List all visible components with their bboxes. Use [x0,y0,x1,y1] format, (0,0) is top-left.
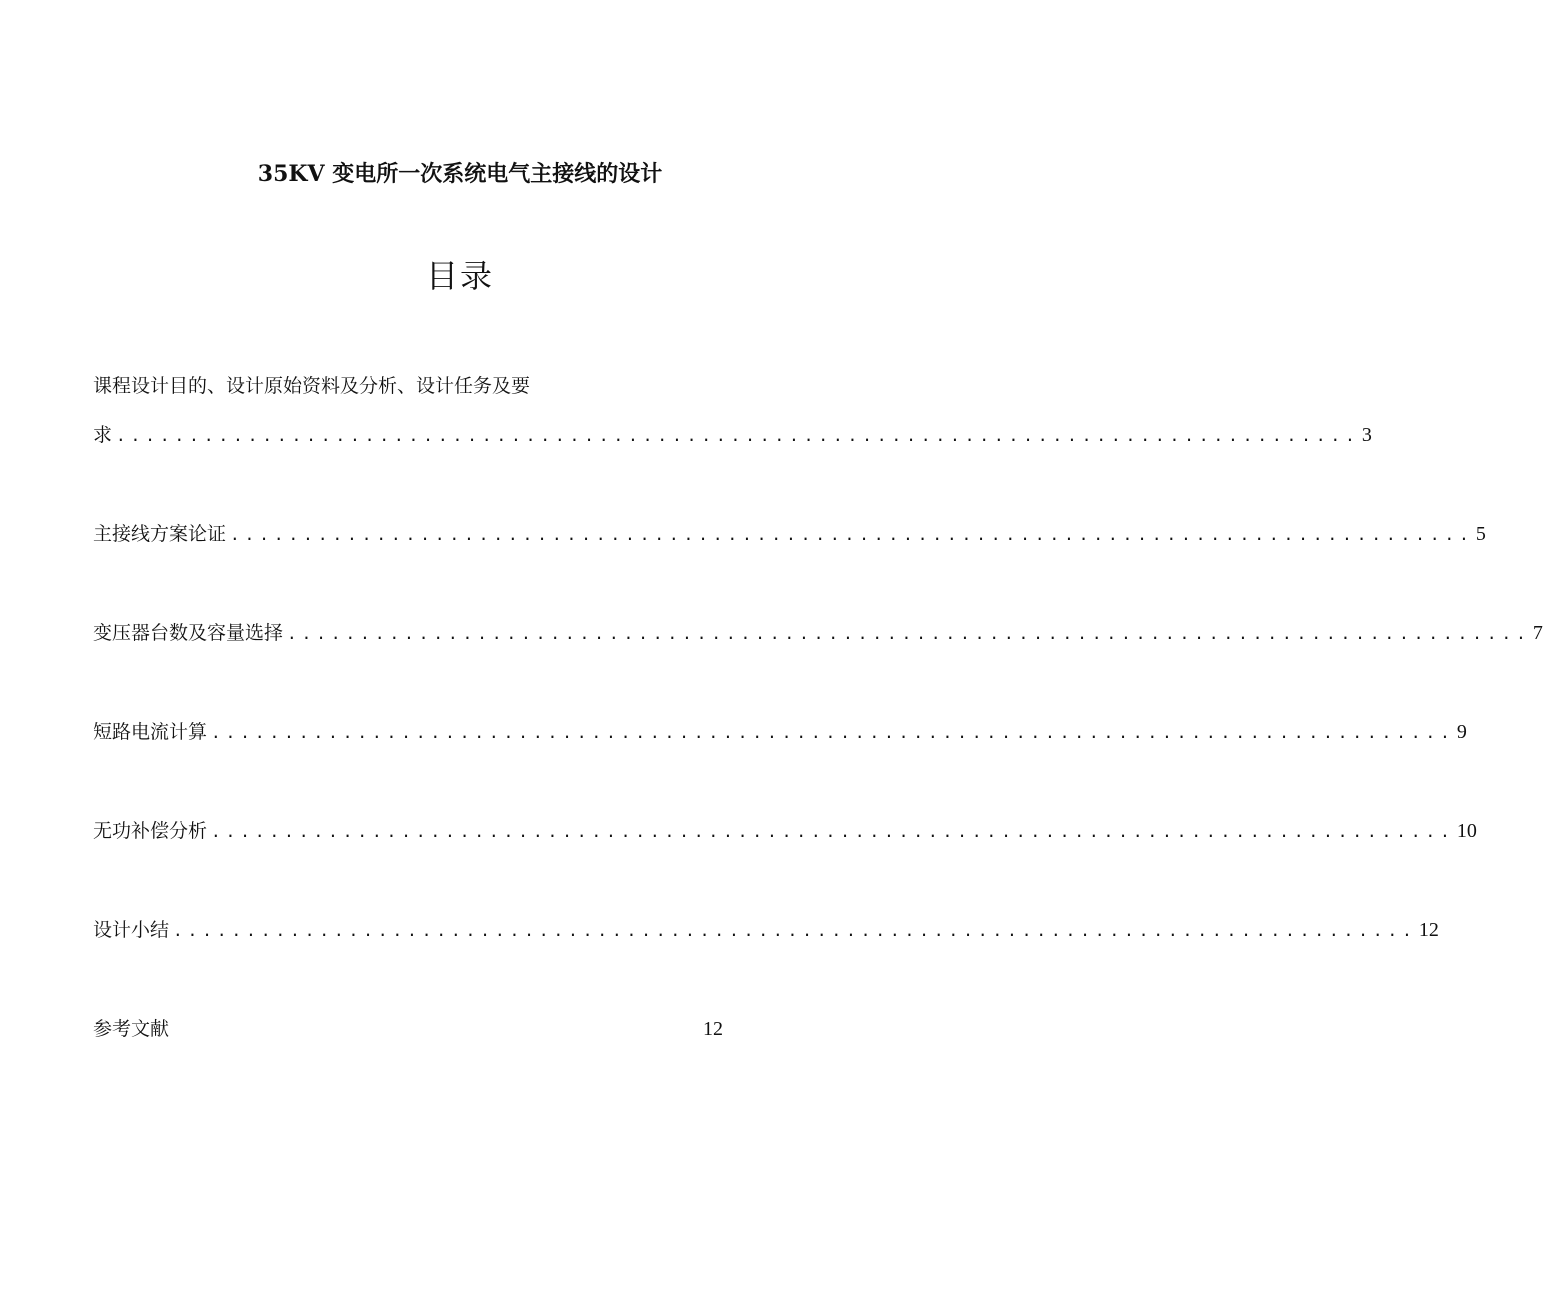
toc-page-number: 9 [1456,721,1467,743]
toc-page-number: 5 [1475,523,1486,545]
document-title: 35KV 变电所一次系统电气主接线的设计 [257,161,663,187]
toc-entry-text: 参考文献 [93,1018,170,1040]
toc-leader-dots: ..................................................................................... [287,624,1531,643]
toc-heading: 目录 [425,257,494,295]
toc-leader-dots: ..................................................................................... [116,426,1360,445]
toc-entry-4[interactable] [93,717,1467,747]
toc-entry-1-line-2[interactable] [93,420,1372,450]
toc-page-number: 3 [1361,424,1372,446]
toc-leader-dots: ..................................................................................... [230,525,1474,544]
toc-page-number: 10 [1456,820,1477,842]
toc-entry-5[interactable] [93,816,1477,846]
toc-entry-3[interactable] [93,618,1543,648]
toc-entry-2[interactable] [93,519,1486,549]
toc-entry-1-line-1[interactable]: 课程设计目的、设计原始资料及分析、设计任务及要 [93,375,531,397]
toc-page-number: 12 [703,1018,723,1040]
toc-entry-text: 短路电流计算 [93,721,208,743]
toc-leader-dots: ..................................................................................... [173,921,1417,940]
toc-page-number: 12 [1418,919,1439,941]
toc-entry-text: 变压器台数及容量选择 [93,622,284,644]
toc-entry-6[interactable] [93,915,1439,945]
toc-entry-text: 设计小结 [93,919,170,941]
toc-entry-references[interactable] [93,1014,723,1044]
toc-entry-text: 主接线方案论证 [93,523,227,545]
toc-page-number: 7 [1532,622,1543,644]
toc-leader-dots: ..................................................................................... [211,822,1455,841]
toc-entry-text: 无功补偿分析 [93,820,208,842]
toc-entry-text: 求 [93,424,113,446]
toc-leader-dots: ..................................................................................... [211,723,1455,742]
